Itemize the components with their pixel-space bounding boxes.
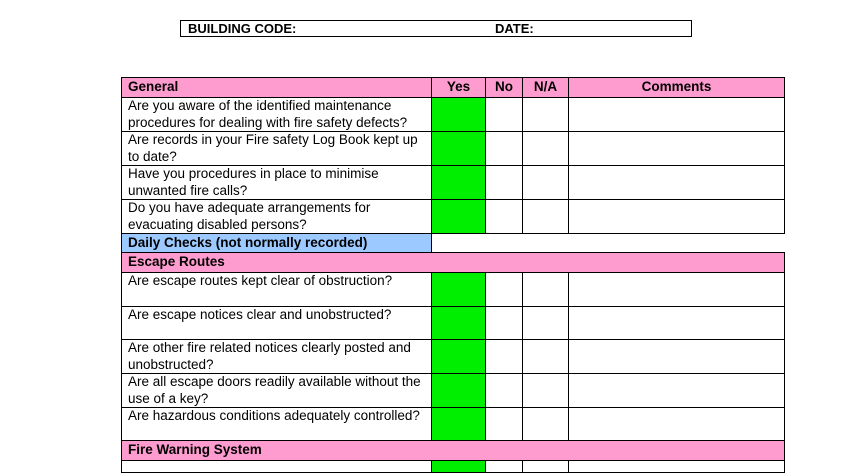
question-text bbox=[122, 461, 432, 473]
no-cell[interactable] bbox=[486, 200, 523, 234]
no-cell[interactable] bbox=[486, 340, 523, 374]
escape-routes-label: Escape Routes bbox=[122, 253, 785, 273]
question-text: Have you procedures in place to minimise unwanted fire calls? bbox=[122, 166, 432, 200]
na-cell[interactable] bbox=[523, 461, 569, 473]
question-text: Are you aware of the identified maintenance procedures for dealing with fire safety defects? bbox=[122, 98, 432, 132]
question-row bbox=[122, 307, 785, 340]
question-row bbox=[122, 166, 785, 200]
yes-cell[interactable] bbox=[432, 307, 486, 340]
comments-cell[interactable] bbox=[569, 273, 785, 307]
question-text: Are records in your Fire safety Log Book kept up to date? bbox=[122, 132, 432, 166]
comments-cell[interactable] bbox=[569, 374, 785, 408]
question-row bbox=[122, 273, 785, 307]
question-row bbox=[122, 98, 785, 132]
no-cell[interactable] bbox=[486, 374, 523, 408]
daily-checks-row bbox=[122, 234, 785, 253]
question-row bbox=[122, 132, 785, 166]
na-cell[interactable] bbox=[523, 98, 569, 132]
yes-cell[interactable] bbox=[432, 166, 486, 200]
comments-cell[interactable] bbox=[569, 307, 785, 340]
no-cell[interactable] bbox=[486, 408, 523, 441]
question-text: Are escape notices clear and unobstructed? bbox=[122, 307, 432, 340]
comments-cell[interactable] bbox=[569, 200, 785, 234]
question-text: Are escape routes kept clear of obstruction? bbox=[122, 273, 432, 307]
yes-cell[interactable] bbox=[432, 132, 486, 166]
comments-cell[interactable] bbox=[569, 340, 785, 374]
escape-routes-row bbox=[122, 253, 785, 273]
yes-cell[interactable] bbox=[432, 200, 486, 234]
comments-cell[interactable] bbox=[569, 132, 785, 166]
question-row bbox=[122, 200, 785, 234]
header-box bbox=[180, 20, 692, 37]
question-text: Do you have adequate arrangements for evacuating disabled persons? bbox=[122, 200, 432, 234]
no-column-header: No bbox=[486, 78, 523, 98]
na-cell[interactable] bbox=[523, 374, 569, 408]
no-cell[interactable] bbox=[486, 273, 523, 307]
yes-cell[interactable] bbox=[432, 98, 486, 132]
building-code-label: BUILDING CODE: bbox=[188, 21, 297, 36]
fire-warning-row bbox=[122, 441, 785, 461]
no-cell[interactable] bbox=[486, 307, 523, 340]
comments-cell[interactable] bbox=[569, 461, 785, 473]
general-label: General bbox=[122, 78, 432, 98]
question-text: Are hazardous conditions adequately controlled? bbox=[122, 408, 432, 441]
checklist-table bbox=[121, 77, 785, 473]
daily-checks-label: Daily Checks (not normally recorded) bbox=[122, 234, 432, 253]
question-row bbox=[122, 408, 785, 441]
na-cell[interactable] bbox=[523, 340, 569, 374]
yes-cell[interactable] bbox=[432, 461, 486, 473]
general-header-row bbox=[122, 78, 785, 98]
question-text: Are all escape doors readily available without the use of a key? bbox=[122, 374, 432, 408]
na-cell[interactable] bbox=[523, 408, 569, 441]
no-cell[interactable] bbox=[486, 461, 523, 473]
question-row bbox=[122, 374, 785, 408]
comments-cell[interactable] bbox=[569, 408, 785, 441]
no-cell[interactable] bbox=[486, 98, 523, 132]
na-column-header: N/A bbox=[523, 78, 569, 98]
comments-cell[interactable] bbox=[569, 98, 785, 132]
na-cell[interactable] bbox=[523, 132, 569, 166]
na-cell[interactable] bbox=[523, 200, 569, 234]
yes-cell[interactable] bbox=[432, 340, 486, 374]
fire-warning-label: Fire Warning System bbox=[122, 441, 785, 461]
question-row bbox=[122, 461, 785, 473]
comments-column-header: Comments bbox=[569, 78, 785, 98]
na-cell[interactable] bbox=[523, 166, 569, 200]
yes-cell[interactable] bbox=[432, 273, 486, 307]
daily-checks-spacer bbox=[432, 234, 785, 253]
yes-cell[interactable] bbox=[432, 408, 486, 441]
yes-column-header: Yes bbox=[432, 78, 486, 98]
yes-cell[interactable] bbox=[432, 374, 486, 408]
question-text: Are other fire related notices clearly posted and unobstructed? bbox=[122, 340, 432, 374]
na-cell[interactable] bbox=[523, 307, 569, 340]
no-cell[interactable] bbox=[486, 132, 523, 166]
comments-cell[interactable] bbox=[569, 166, 785, 200]
na-cell[interactable] bbox=[523, 273, 569, 307]
date-label: DATE: bbox=[495, 21, 534, 36]
no-cell[interactable] bbox=[486, 166, 523, 200]
question-row bbox=[122, 340, 785, 374]
